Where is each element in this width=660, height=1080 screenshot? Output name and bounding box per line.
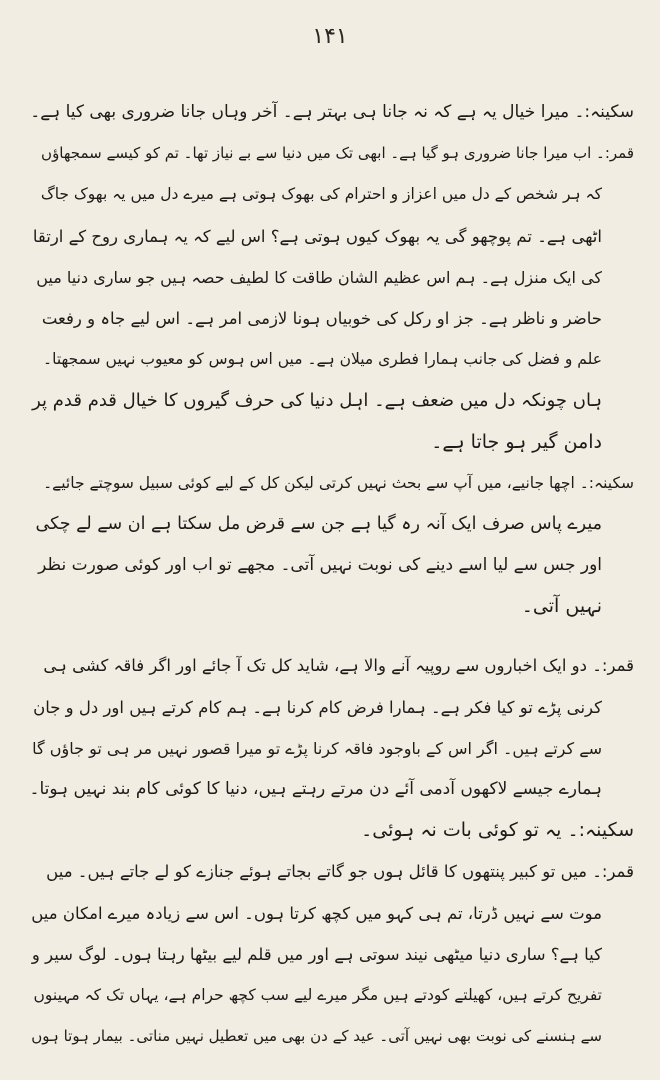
dialogue-line: قمر:۔ دو ایک اخباروں سے روپیہ آنے والا ہے، شاید کل تک آ جائے اور اگر فاقہ کشی ہی xyxy=(43,656,634,676)
dialogue-line: میرے پاس صرف ایک آنہ رہ گیا ہے جن سے قرض مل سکتا ہے ان سے لے چکی xyxy=(35,513,602,534)
dialogue-line: کہ ہر شخص کے دل میں اعزاز و احترام کی بھوک ہوتی ہے میرے دل میں یہ بھوک جاگ xyxy=(40,185,602,204)
dialogue-text xyxy=(30,92,634,1057)
dialogue-line: اٹھی ہے۔ تم پوچھو گی یہ بھوک کیوں ہوتی ہے؟ اس لیے کہ یہ ہماری روح کے ارتقا xyxy=(32,226,602,246)
dialogue-line: کرنی پڑے تو کیا فکر ہے۔ ہمارا فرض کام کرنا ہے۔ ہم کام کرتے ہیں اور دل و جان xyxy=(33,697,602,717)
dialogue-line: کی ایک منزل ہے۔ ہم اس عظیم الشان طاقت کا لطیف حصہ ہیں جو ساری دنیا میں xyxy=(36,267,602,287)
dialogue-line: نہیں آتی۔ xyxy=(521,595,602,618)
dialogue-line: سے کرتے ہیں۔ اگر اس کے باوجود فاقہ کرنا پڑے تو میرا قصور نہیں مر ہی تو جاؤں گا xyxy=(32,738,602,758)
dialogue-line: سکینہ:۔ میرا خیال یہ ہے کہ نہ جانا ہی بہتر ہے۔ آخر وہاں جانا ضروری بھی کیا ہے۔ xyxy=(30,102,634,122)
dialogue-line: اور جس سے لیا اسے دینے کی نوبت نہیں آتی۔ مجھے تو اب اور کوئی صورت نظر xyxy=(38,555,602,576)
page-number: ۱۴۱ xyxy=(312,24,348,49)
dialogue-line: قمر:۔ میں تو کبیر پنتھوں کا قائل ہوں جو گاتے بجاتے ہوئے جنازے کو لے جاتے ہیں۔ میں xyxy=(46,862,634,882)
dialogue-line: تفریح کرتے ہیں، کھیلتے کودتے ہیں مگر میرے لیے سب کچھ حرام ہے، یہاں تک کہ مہینوں xyxy=(33,985,602,1004)
dialogue-line: کیا ہے؟ ساری دنیا میٹھی نیند سوتی ہے اور میں قلم لیے بیٹھا رہتا ہوں۔ لوگ سیر و xyxy=(31,944,602,964)
dialogue-line: موت سے نہیں ڈرتا، تم ہی کہو میں کچھ کرتا ہوں۔ اس سے زیادہ میرے امکان میں xyxy=(31,903,602,923)
dialogue-line: سکینہ:۔ یہ تو کوئی بات نہ ہوئی۔ xyxy=(361,819,634,842)
dialogue-line: ہمارے جیسے لاکھوں آدمی آئے دن مرتے رہتے ہیں، دنیا کا کوئی کام بند نہیں ہوتا۔ xyxy=(30,779,602,799)
dialogue-line: ہاں چونکہ دل میں ضعف ہے۔ اہل دنیا کی حرف گیروں کا خیال قدم قدم پر xyxy=(32,390,602,412)
dialogue-line: دامن گیر ہو جاتا ہے۔ xyxy=(431,430,602,453)
dialogue-line: قمر:۔ اب میرا جانا ضروری ہو گیا ہے۔ ابھی تک میں دنیا سے بے نیاز تھا۔ تم کو کیسے سمجھاؤں xyxy=(41,144,634,163)
dialogue-line: حاضر و ناظر ہے۔ جز او رکل کی خوبیاں ہونا لازمی امر ہے۔ اس لیے جاہ و رفعت xyxy=(41,308,602,328)
dialogue-line: علم و فضل کی جانب ہمارا فطری میلان ہے۔ میں اس ہوس کو معیوب نہیں سمجھتا۔ xyxy=(43,350,602,369)
dialogue-line: سے ہنسنے کی نوبت بھی نہیں آتی۔ عید کے دن بھی میں تعطیل نہیں مناتی۔ بیمار ہوتا ہوں xyxy=(31,1027,602,1046)
dialogue-line: سکینہ:۔ اچھا جانیے، میں آپ سے بحث نہیں کرتی لیکن کل کے لیے کوئی سبیل سوچتے جائیے۔ xyxy=(43,473,634,492)
